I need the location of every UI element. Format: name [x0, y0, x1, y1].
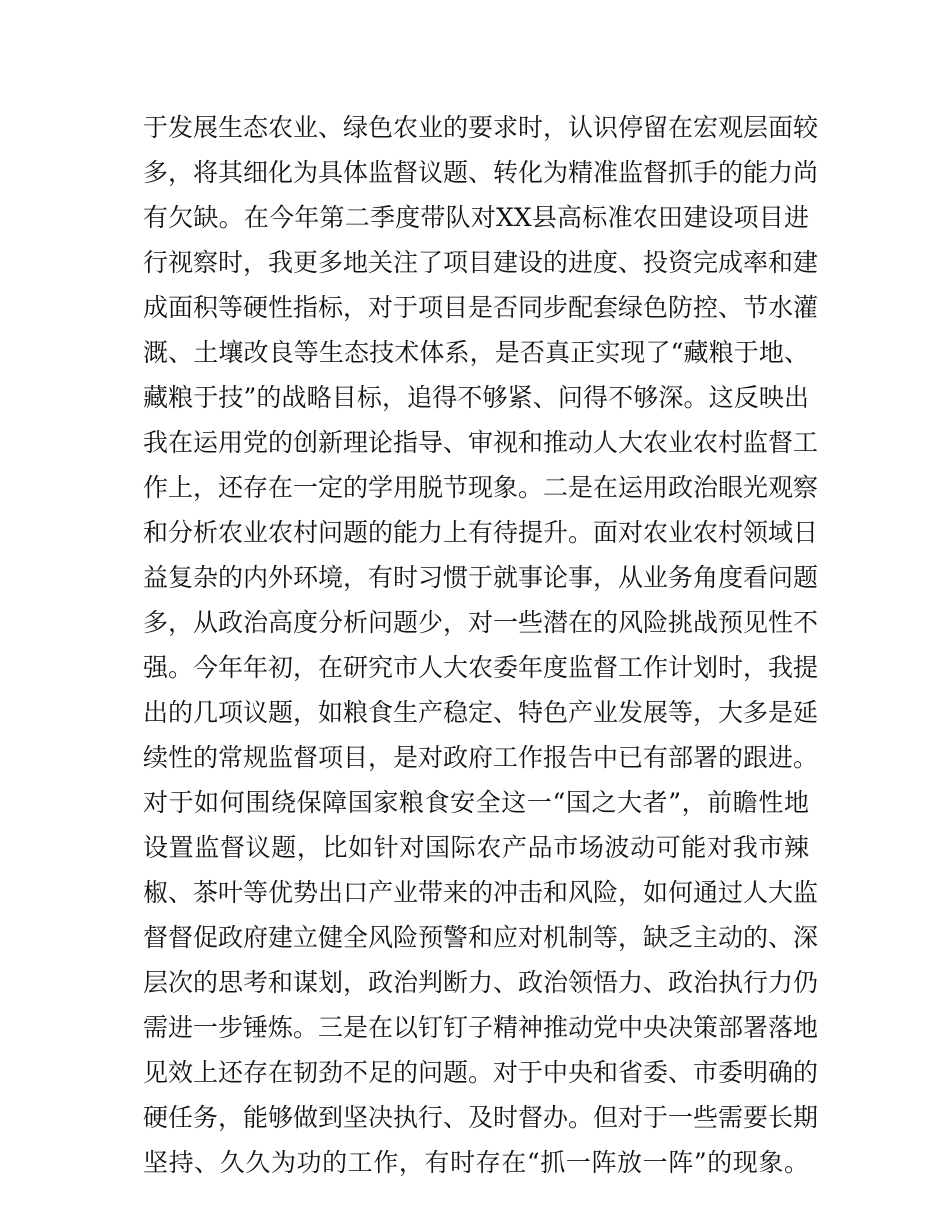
- text-line: 坚持、久久为功的工作，有时存在“抓一阵放一阵”的现象。: [143, 1148, 809, 1177]
- text-line: 续性的常规监督项目，是对政府工作报告中已有部署的跟进。: [143, 743, 819, 772]
- text-line: 溉、土壤改良等生态技术体系，是否真正实现了“藏粮于地、: [143, 338, 809, 367]
- text-line: 见效上还存在韧劲不足的问题。对于中央和省委、市委明确的: [143, 1058, 819, 1087]
- text-line: 层次的思考和谋划，政治判断力、政治领悟力、政治执行力仍: [143, 968, 819, 997]
- text-line: 我在运用党的创新理论指导、审视和推动人大农业农村监督工: [143, 428, 819, 457]
- text-line: 督督促政府建立健全风险预警和应对机制等，缺乏主动的、深: [143, 923, 819, 952]
- text-line: 多，从政治高度分析问题少，对一些潜在的风险挑战预见性不: [143, 608, 819, 637]
- text-line: 有欠缺。在今年第二季度带队对XX县高标准农田建设项目进: [143, 203, 809, 232]
- text-line: 椒、茶叶等优势出口产业带来的冲击和风险，如何通过人大监: [143, 878, 819, 907]
- text-line: 需进一步锤炼。三是在以钉钉子精神推动党中央决策部署落地: [143, 1013, 819, 1042]
- text-line: 强。今年年初，在研究市人大农委年度监督工作计划时，我提: [143, 653, 819, 682]
- text-line: 作上，还存在一定的学用脱节现象。二是在运用政治眼光观察: [143, 473, 819, 502]
- text-line: 对于如何围绕保障国家粮食安全这一“国之大者”，前瞻性地: [143, 788, 809, 817]
- text-line: 成面积等硬性指标，对于项目是否同步配套绿色防控、节水灌: [143, 293, 819, 322]
- text-line: 硬任务，能够做到坚决执行、及时督办。但对于一些需要长期: [143, 1103, 819, 1132]
- text-line: 和分析农业农村问题的能力上有待提升。面对农业农村领域日: [143, 518, 819, 547]
- text-line: 于发展生态农业、绿色农业的要求时，认识停留在宏观层面较: [143, 113, 819, 142]
- text-line: 出的几项议题，如粮食生产稳定、特色产业发展等，大多是延: [143, 698, 819, 727]
- document-body: [143, 108, 819, 1188]
- text-line: 设置监督议题，比如针对国际农产品市场波动可能对我市辣: [143, 833, 809, 862]
- text-line: 多，将其细化为具体监督议题、转化为精准监督抓手的能力尚: [143, 158, 819, 187]
- text-line: 行视察时，我更多地关注了项目建设的进度、投资完成率和建: [143, 248, 819, 277]
- text-line: 益复杂的内外环境，有时习惯于就事论事，从业务角度看问题: [143, 563, 819, 592]
- text-line: 藏粮于技”的战略目标，追得不够紧、问得不够深。这反映出: [143, 383, 809, 412]
